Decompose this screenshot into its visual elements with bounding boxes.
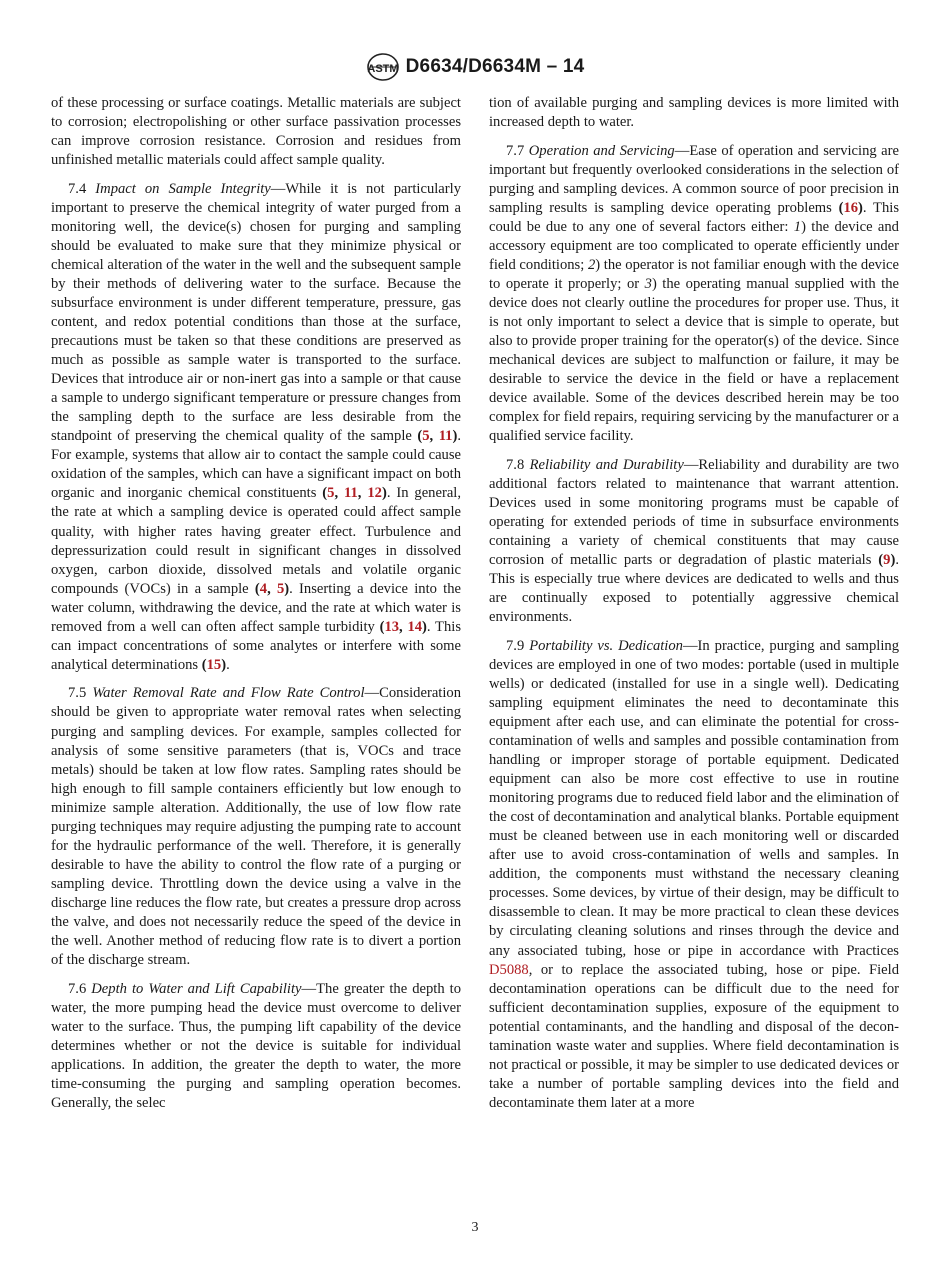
reference-punct: , <box>334 485 344 502</box>
text-run: . In general, the rate at which a sampling device is operated could affect sample quality, with higher rates having greater effect. Turbulence and depressurization could result in significant changes in dissolved oxygen, carbon dioxide, dissolved metals and volatile organic compounds (VOCs) in a sample <box>51 485 461 597</box>
text-run: . This is especially true where devices are dedicated to wells and thus are continually exposed to potentially aggressive chemical environments. <box>489 552 899 626</box>
document-id: D6634/D6634M – 14 <box>405 56 585 77</box>
text-run: —Reliability and durability are two additional factors related to maintenance that warrant attention. Devices used in some monitoring programs must be capable of operating for extended periods of time in subsurface environments containing a variety of chemical constituents that may cause corrosion of metallic parts or degradation of plastic materials <box>489 456 899 569</box>
reference-link[interactable]: 11 <box>438 428 453 445</box>
section-title: Impact on Sample Integrity <box>95 180 271 197</box>
reference-link[interactable]: 5 <box>422 428 430 445</box>
reference-punct: ( <box>838 199 844 216</box>
text-run: —While it is not particularly important to preserve the chemical integrity of water purged from a monitoring well, the device(s) chosen for purging and sampling should be evaluated to make sure that they minimize physical or chemical alteration of the water in the well and the subsequent sample by their methods of delivering water to the surface. Because the subsurface environment is under different temperature, pressure, gas content, and redox potential conditions than those at the surface, precautions must be taken so that these conditions are preserved as much as possible as sample water is transported to the surface. Devices that introduce air or non-inert gas into a sample or that cause a sample to undergo significant temperature or pressure changes from the sampling depth to the surface are less desirable from the standpoint of preserving the chemical quality of the sample <box>51 180 461 445</box>
text-run: —Ease of operation and servicing are important but frequently overlooked considerations in the selection of purging and sampling devices. A common source of poor precision in sampling results is sampling device operating problems <box>489 142 899 216</box>
reference-link[interactable]: 9 <box>883 552 891 569</box>
section-title: 2 <box>587 256 596 273</box>
text-run: ) the operating manual supplied with the device does not clearly outline the procedures for proper use. Thus, it is not only important to select a device that is simple to operate, but also to provide proper training for the operator(s) of the device. Since mechanical devices are subject to malfunction or failure, it may be desirable to service the device in the field or have a replacement device available. Some of the devices described herein may be too complex for field repairs, requiring servicing by the manufacturer or a qualified service facility. <box>489 275 900 445</box>
reference-punct: ( <box>417 428 423 445</box>
section-title: Depth to Water and Lift Capability <box>91 980 302 997</box>
reference-punct: ) <box>422 618 427 635</box>
paragraph <box>489 637 899 1113</box>
section-title: Operation and Servicing <box>528 142 675 159</box>
text-run: . <box>226 656 230 673</box>
reference-link[interactable]: 13 <box>384 618 400 635</box>
reference-punct: ( <box>379 618 385 635</box>
svg-text:ASTM: ASTM <box>367 63 399 75</box>
reference-punct: ( <box>254 580 260 597</box>
reference-link[interactable]: 5 <box>327 485 335 502</box>
section-title: Water Removal Rate and Flow Rate Control <box>92 685 365 702</box>
text-run: tion of available purging and sampling devices is more limited with increased depth to water. <box>489 95 899 131</box>
reference-punct: , <box>399 618 408 635</box>
text-run: —Consideration should be given to appropriate water removal rates when selecting purging and sampling devices. For example, samples collected for analysis of some sensitive parameters (that is, VOCs and trace metals) should be taken at low flow rates. Sampling rates should be high enough to fill sample containers efficiently but low enough to minimize sample alteration. Additionally, the use of low flow rate purging techniques may require adjusting the pumping rate to account for the hydraulic performance of the well. Therefore, it is generally desirable to have the ability to control the flow rate of a purging or sampling device. Throttling down the device using a valve in the discharge line reduces the flow rate, but creates a pressure drop across the valve, and does not necessarily reduce the speed of the device in the well. Another method of reducing flow rate is to divert a portion of the discharge stream. <box>51 685 462 969</box>
astm-logo-icon <box>366 52 400 82</box>
text-run: . Inserting a device into the water column, withdrawing the device, and the rate at which water is removed from a well can often affect sample turbidity <box>51 580 462 635</box>
standard-link[interactable]: D5088 <box>489 961 529 978</box>
reference-link[interactable]: 15 <box>206 656 222 673</box>
reference-punct: ( <box>878 552 884 569</box>
reference-punct: ) <box>284 580 290 597</box>
text-run: . For example, systems that allow air to contact the sample could cause oxidation of the samples, which can have a significant impact on both organic and inorganic chemical constituents <box>51 428 462 502</box>
paragraph <box>51 980 461 1113</box>
paragraph <box>51 684 461 970</box>
reference-punct: ) <box>452 428 458 445</box>
reference-link[interactable]: 16 <box>843 199 859 216</box>
left-column <box>51 94 461 1122</box>
section-title: 3 <box>644 275 652 292</box>
reference-link[interactable]: 5 <box>276 580 285 597</box>
paragraph <box>489 94 899 132</box>
text-run: 7.8 <box>506 456 530 473</box>
text-run: , or to replace the associated tubing, hose or pipe. Field decontamination operations can be difficult due to the need for sufficient decontamination supplies, exposure of the equipment to potential contaminants, and the handling and disposal of the decontamination waste water and supplies. Where field decontamination is not practical or possible, it may be simpler to use dedicated devices or take a number of portable sampling devices into the field and decontaminate them later at a more <box>489 961 899 1111</box>
text-run: 7.9 <box>506 637 530 654</box>
reference-punct: , <box>429 428 439 445</box>
text-run: 7.4 <box>68 180 96 197</box>
reference-punct: ( <box>322 485 328 502</box>
paragraph <box>489 142 899 447</box>
reference-link[interactable]: 4 <box>259 580 268 597</box>
text-run: 7.5 <box>68 685 93 702</box>
text-run: ) the operator is not familiar enough with the device to operate it properly; or <box>489 256 899 292</box>
page-header <box>0 52 950 82</box>
reference-link[interactable]: 14 <box>407 618 423 635</box>
section-title: 1 <box>793 218 802 235</box>
page-number: 3 <box>471 1220 479 1235</box>
text-run: ) the device and accessory equipment are too complicated to operate efficiently under field conditions; <box>489 218 899 273</box>
reference-punct: , <box>267 580 277 597</box>
section-title: Portability vs. Dedication <box>529 637 683 654</box>
section-title: Reliability and Durability <box>529 456 684 473</box>
text-run: 7.6 <box>68 980 92 997</box>
reference-punct: ( <box>201 656 207 673</box>
text-run: . This can impact concentrations of some analytes or interfere with some analytical determinations <box>51 618 462 673</box>
reference-punct: ) <box>381 485 387 502</box>
reference-link[interactable]: 12 <box>367 485 382 502</box>
reference-punct: ) <box>221 656 227 673</box>
paragraph <box>489 456 899 627</box>
reference-link[interactable]: 11 <box>344 485 358 502</box>
text-run: of these processing or surface coatings. Metallic materials are subject to corrosion; electropolishing or other surface passivation processes can improve corrosion resistance. Corrosion and residues from unfinished metallic materials could affect sample quality. <box>51 95 461 169</box>
paragraph <box>51 94 461 170</box>
reference-punct: ) <box>858 199 863 216</box>
reference-punct: , <box>357 485 368 502</box>
reference-punct: ) <box>890 552 896 569</box>
text-run: —The greater the depth to water, the more pumping head the device must overcome to deliver water to the surface. Thus, the pumping lift capability of the device determines whether or not the device is suitable for individual applications. In addition, the greater the depth to water, the more time-consuming the purging and sampling operation becomes. Generally, the selec <box>51 980 461 1111</box>
text-run: . This could be due to any one of several factors either: <box>489 199 899 235</box>
text-run: —In practice, purging and sampling devices are employed in one of two modes: portable (used in multiple wells) or dedicated (installed for use in a single well). Dedicating sampling equipment eliminates the need to decontaminate this equipment after each use, and can eliminate the potential for cross-contamination of wells and samples and possible contamination from handling or improper storage of portable equipment. Dedicated equipment can also be more cost effective to use in routine monitoring programs due to reduced field labor and the elimination of the cost of decontamination and analytical blanks. Portable equipment must be cleaned between use in each monitoring well or discarded after use to avoid cross-contamination of wells and samples. In addition, the components must withstand the necessary cleaning processes. Some devices, by virtue of their design, may be difficult to disassemble to clean. It may be more practical to clean these devices by circulating cleaning solutions and rinses through the device and any associated tubing, hose or pipe in accordance with Practices <box>489 637 899 959</box>
paragraph <box>51 180 461 675</box>
text-run: 7.7 <box>506 142 529 159</box>
right-column <box>489 94 899 1122</box>
